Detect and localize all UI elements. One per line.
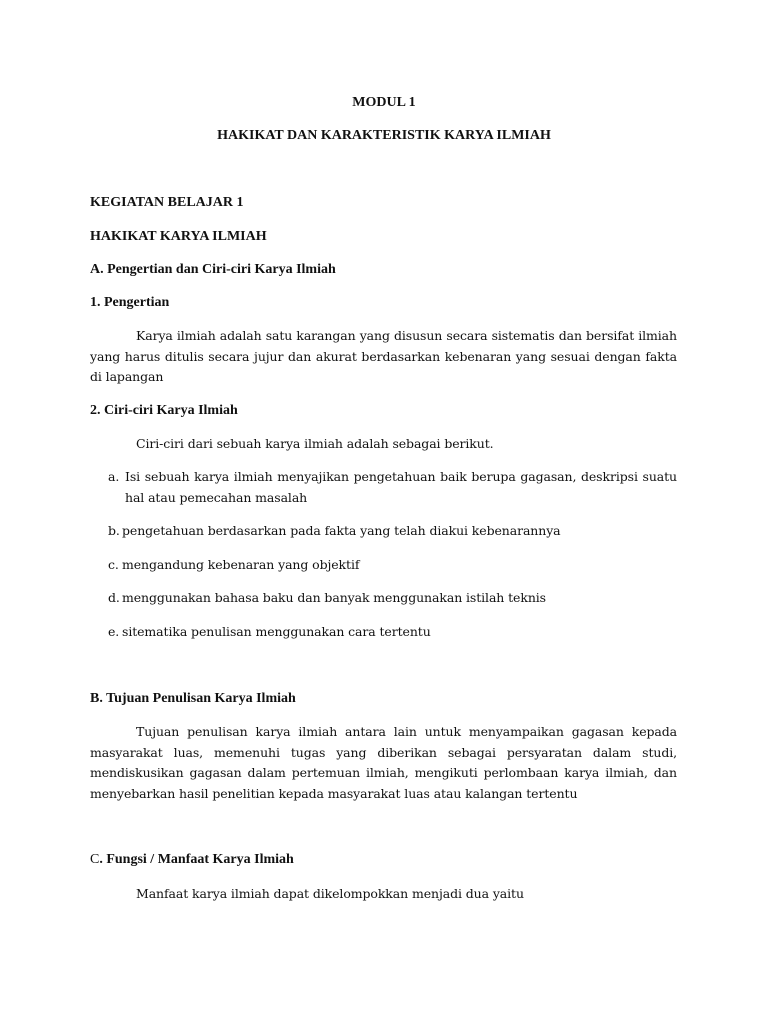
- list-item: [108, 521, 677, 542]
- section-c-heading-rest: . Fungsi / Manfaat Karya Ilmiah: [99, 852, 294, 867]
- list-item-text: pengetahuan berdasarkan pada fakta yang telah diakui kebenarannya: [122, 523, 561, 538]
- activity-subheading: HAKIKAT KARYA ILMIAH: [90, 229, 267, 244]
- purpose-paragraph: Tujuan penulisan karya ilmiah antara lain untuk menyampaikan gagasan kepada masyarakat luas, memenuhi tugas yang diberikan sebagai persyaratan dalam studi, mendiskusikan gagasan dalam pertemuan ilmiah, mengikuti perlombaan karya ilmiah, dan menyebarkan hasil penelitian kepada masyarakat luas atau kalangan tertentu: [90, 724, 677, 801]
- subsection-1-heading: 1. Pengertian: [90, 295, 170, 310]
- list-item: [108, 622, 677, 643]
- section-a-heading: A. Pengertian dan Ciri-ciri Karya Ilmiah: [90, 262, 336, 277]
- list-marker: c.: [108, 557, 119, 572]
- list-item: [108, 555, 677, 576]
- subsection-2-heading: 2. Ciri-ciri Karya Ilmiah: [90, 403, 238, 418]
- list-marker: e.: [108, 624, 120, 639]
- activity-heading: KEGIATAN BELAJAR 1: [90, 195, 244, 210]
- characteristics-intro: Ciri-ciri dari sebuah karya ilmiah adalah sebagai berikut.: [136, 436, 494, 451]
- list-item: [108, 588, 677, 609]
- module-title: MODUL 1: [352, 95, 416, 110]
- list-item: [108, 467, 677, 509]
- section-c-heading: [90, 850, 294, 870]
- section-b-heading: B. Tujuan Penulisan Karya Ilmiah: [90, 691, 296, 706]
- list-item-text: mengandung kebenaran yang objektif: [122, 557, 360, 572]
- list-item-text: sitematika penulisan menggunakan cara tertentu: [122, 624, 431, 639]
- list-item-text: menggunakan bahasa baku dan banyak menggunakan istilah teknis: [122, 590, 546, 605]
- list-marker: b.: [108, 523, 120, 538]
- section-c-heading-prefix: C: [90, 852, 100, 867]
- benefits-paragraph: Manfaat karya ilmiah dapat dikelompokkan menjadi dua yaitu: [136, 886, 524, 901]
- module-subtitle: HAKIKAT DAN KARAKTERISTIK KARYA ILMIAH: [217, 128, 551, 143]
- definition-paragraph: Karya ilmiah adalah satu karangan yang disusun secara sistematis dan bersifat ilmiah yang harus ditulis secara jujur dan akurat berdasarkan kebenaran yang sesuai dengan fakta di lapangan: [90, 328, 677, 384]
- list-marker: d.: [108, 590, 120, 605]
- list-item-text: Isi sebuah karya ilmiah menyajikan pengetahuan baik berupa gagasan, deskripsi suatu hal atau pemecahan masalah: [125, 469, 677, 505]
- list-marker: a.: [108, 469, 120, 484]
